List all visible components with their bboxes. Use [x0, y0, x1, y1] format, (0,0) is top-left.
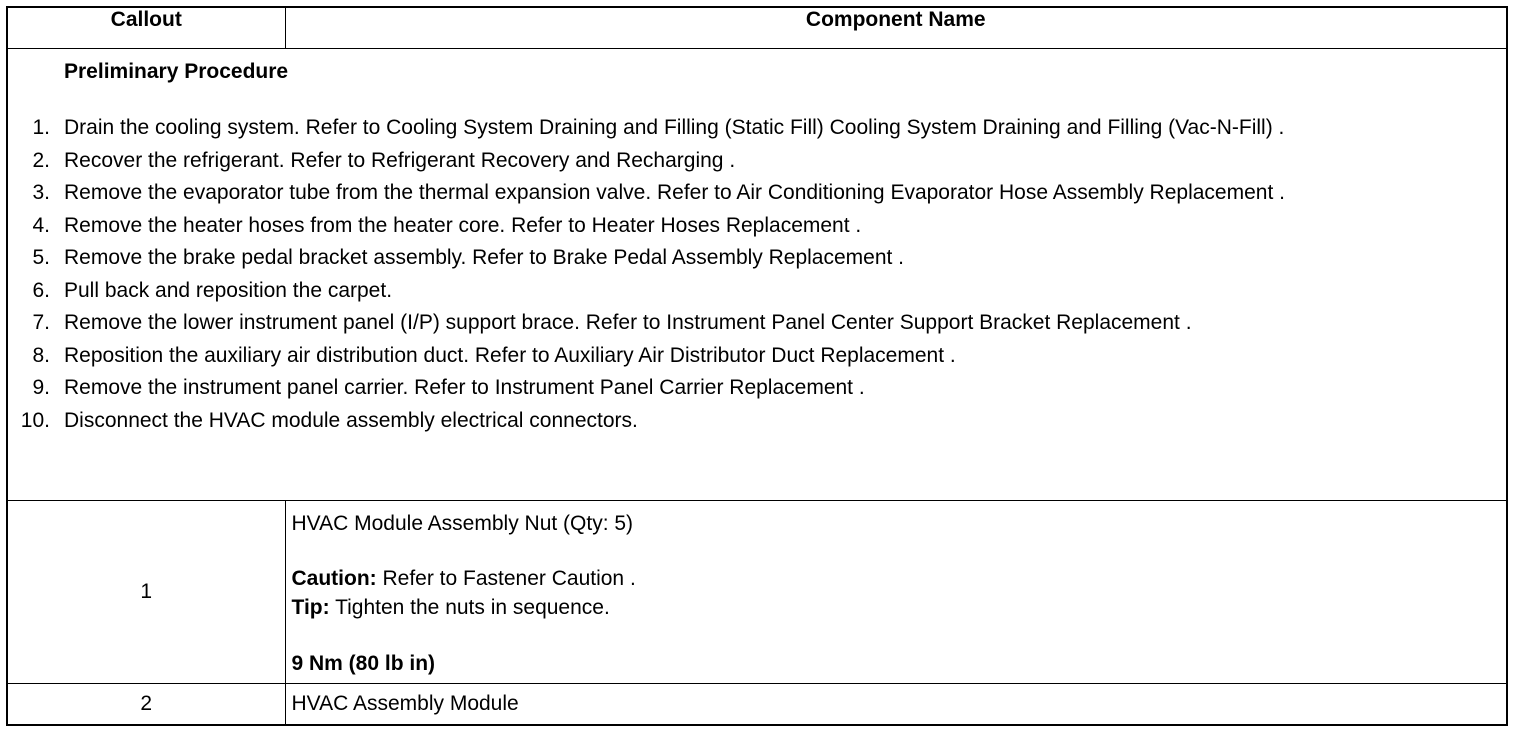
step-number: 5. [32, 246, 50, 269]
tip-text: Tighten the nuts in sequence. [329, 596, 610, 619]
procedure-document [6, 6, 1506, 726]
procedure-step [8, 178, 1448, 208]
step-number: 1. [32, 116, 50, 139]
component-cell [285, 501, 1507, 684]
step-text: Reposition the auxiliary air distribution duct. Refer to Auxiliary Air Distributor Duct Replacement . [64, 343, 956, 367]
step-number: 3. [32, 181, 50, 204]
step-text: Remove the instrument panel carrier. Refer to Instrument Panel Carrier Replacement . [64, 376, 865, 399]
component-description: HVAC Assembly Module [291, 692, 519, 715]
procedure-table [6, 6, 1508, 726]
procedure-step [8, 146, 1448, 176]
step-text: Disconnect the HVAC module assembly electrical connectors. [64, 408, 638, 432]
procedure-step [8, 211, 1448, 241]
step-text: Pull back and reposition the carpet. [64, 278, 393, 302]
step-text: Remove the evaporator tube from the thermal expansion valve. Refer to Air Conditioning Evaporator Hose Assembly Replacement . [64, 181, 1285, 204]
step-number: 6. [32, 278, 50, 302]
tip-label: Tip: [291, 596, 330, 619]
table-row [7, 684, 1507, 726]
procedure-step [8, 113, 1448, 143]
step-text: Remove the lower instrument panel (I/P) support brace. Refer to Instrument Panel Center Support Bracket Replacement . [64, 311, 1192, 334]
procedure-step [8, 406, 1448, 436]
callout-number: 1 [7, 501, 285, 684]
step-number: 2. [32, 148, 50, 172]
step-text: Remove the brake pedal bracket assembly. Refer to Brake Pedal Assembly Replacement . [64, 246, 905, 269]
caution-note [292, 567, 636, 591]
preliminary-steps-list [8, 113, 1448, 438]
step-text: Recover the refrigerant. Refer to Refrigerant Recovery and Recharging . [64, 148, 736, 172]
step-number: 9. [32, 376, 50, 399]
step-text: Drain the cooling system. Refer to Cooling System Draining and Filling (Static Fill) Cooling System Draining and Filling (Vac-N-Fill) . [64, 116, 1285, 139]
component-cell [285, 684, 1507, 726]
caution-label: Caution: [291, 567, 377, 590]
header-callout: Callout [7, 7, 285, 49]
step-number: 4. [32, 213, 50, 237]
torque-spec: 9 Nm (80 lb in) [291, 652, 436, 675]
tip-note [292, 596, 610, 620]
procedure-step [8, 308, 1448, 338]
preliminary-procedure-title: Preliminary Procedure [64, 60, 289, 83]
preliminary-row [7, 49, 1507, 501]
step-text: Remove the heater hoses from the heater core. Refer to Heater Hoses Replacement . [64, 213, 862, 237]
step-number: 7. [32, 311, 50, 334]
procedure-step [8, 276, 1448, 306]
procedure-step [8, 243, 1448, 273]
preliminary-procedure-cell [7, 49, 1507, 501]
component-description: HVAC Module Assembly Nut (Qty: 5) [291, 512, 634, 535]
step-number: 10. [20, 408, 50, 432]
table-header-row [7, 7, 1507, 49]
procedure-step [8, 341, 1448, 371]
table-row [7, 501, 1507, 684]
caution-text: Refer to Fastener Caution . [376, 567, 636, 590]
header-component-name: Component Name [285, 7, 1507, 49]
callout-number: 2 [7, 684, 285, 726]
procedure-step [8, 373, 1448, 403]
step-number: 8. [32, 343, 50, 367]
